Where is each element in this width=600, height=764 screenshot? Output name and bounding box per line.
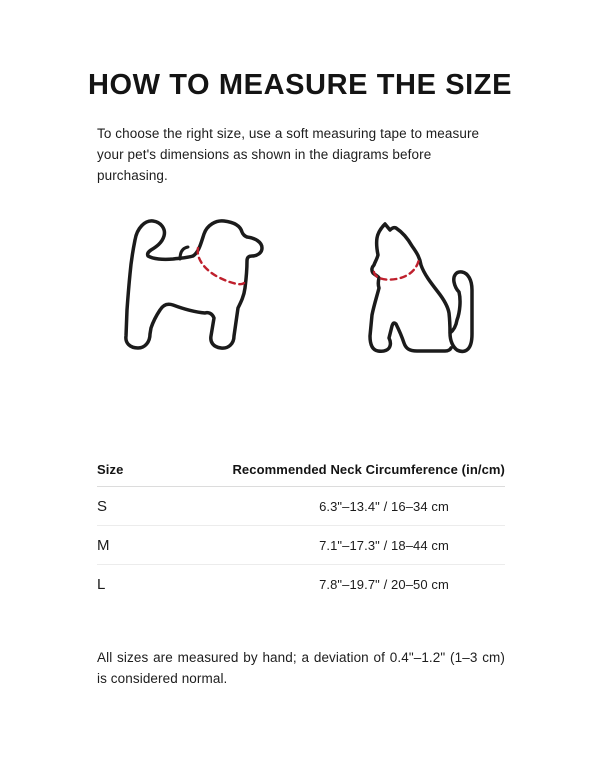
dog-outline-icon (95, 212, 275, 357)
size-table-header (97, 462, 505, 487)
cat-neck-measure-line (374, 259, 419, 280)
table-row (97, 526, 505, 565)
header-circumference: Recommended Neck Circumference (in/cm) (232, 462, 505, 478)
size-table (97, 462, 505, 603)
intro-text: To choose the right size, use a soft measuring tape to measure your pet's dimensions as shown in the diagrams before purchasing. (97, 126, 480, 184)
footnote-text: All sizes are measured by hand; a deviation of 0.4"–1.2" (1–3 cm) is considered normal. (97, 650, 505, 687)
circumference-value: 7.1"–17.3" / 18–44 cm (319, 537, 449, 553)
table-row (97, 487, 505, 526)
header-size: Size (97, 462, 124, 478)
measurement-diagrams (95, 212, 505, 362)
circumference-value: 7.8"–19.7" / 20–50 cm (319, 576, 449, 592)
table-row (97, 565, 505, 603)
cat-outline-icon (345, 212, 505, 362)
dog-neck-measure-line (198, 248, 244, 284)
cat-body-outline (370, 224, 472, 351)
circumference-value: 6.3"–13.4" / 16–34 cm (319, 498, 449, 514)
size-label: L (97, 575, 106, 593)
size-label: S (97, 497, 108, 515)
page-title: HOW TO MEASURE THE SIZE (87, 69, 513, 101)
size-label: M (97, 536, 110, 554)
